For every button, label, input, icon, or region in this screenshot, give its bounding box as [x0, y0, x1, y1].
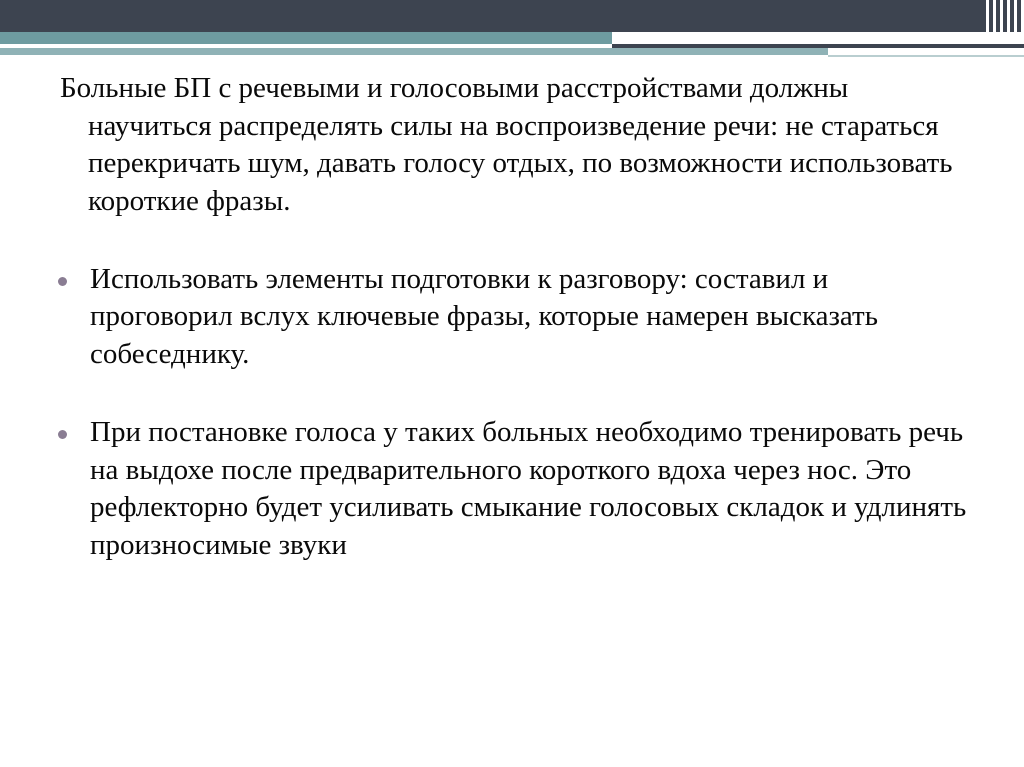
bullet-dot-icon	[58, 277, 67, 286]
thin-line-band	[828, 55, 1024, 57]
list-item	[46, 414, 978, 565]
bullet-dot-icon	[58, 430, 67, 439]
dark-band	[0, 0, 1024, 32]
list-item	[46, 261, 978, 374]
slide-header-decoration	[0, 0, 1024, 62]
intro-paragraph: Больные БП с речевыми и голосовыми расстройствами должны научиться распределять силы на воспроизведение речи: не стараться перекричать шум, давать голосу отдых, по возможности использовать короткие фразы.	[60, 72, 953, 218]
teal-band	[0, 32, 612, 44]
light-teal-band	[0, 48, 828, 55]
tick-marks-decoration	[984, 0, 1024, 32]
slide-body	[0, 62, 1024, 565]
list-item-label: Использовать элементы подготовки к разговору: составил и проговорил вслух ключевые фразы, которые намерен высказать собеседнику.	[90, 262, 878, 371]
list-item-label: При постановке голоса у таких больных необходимо тренировать речь на выдохе после предварительного короткого вдоха через нос. Это рефлекторно будет усиливать смыкание голосовых складок и удлинять произносимые звуки	[90, 415, 967, 561]
